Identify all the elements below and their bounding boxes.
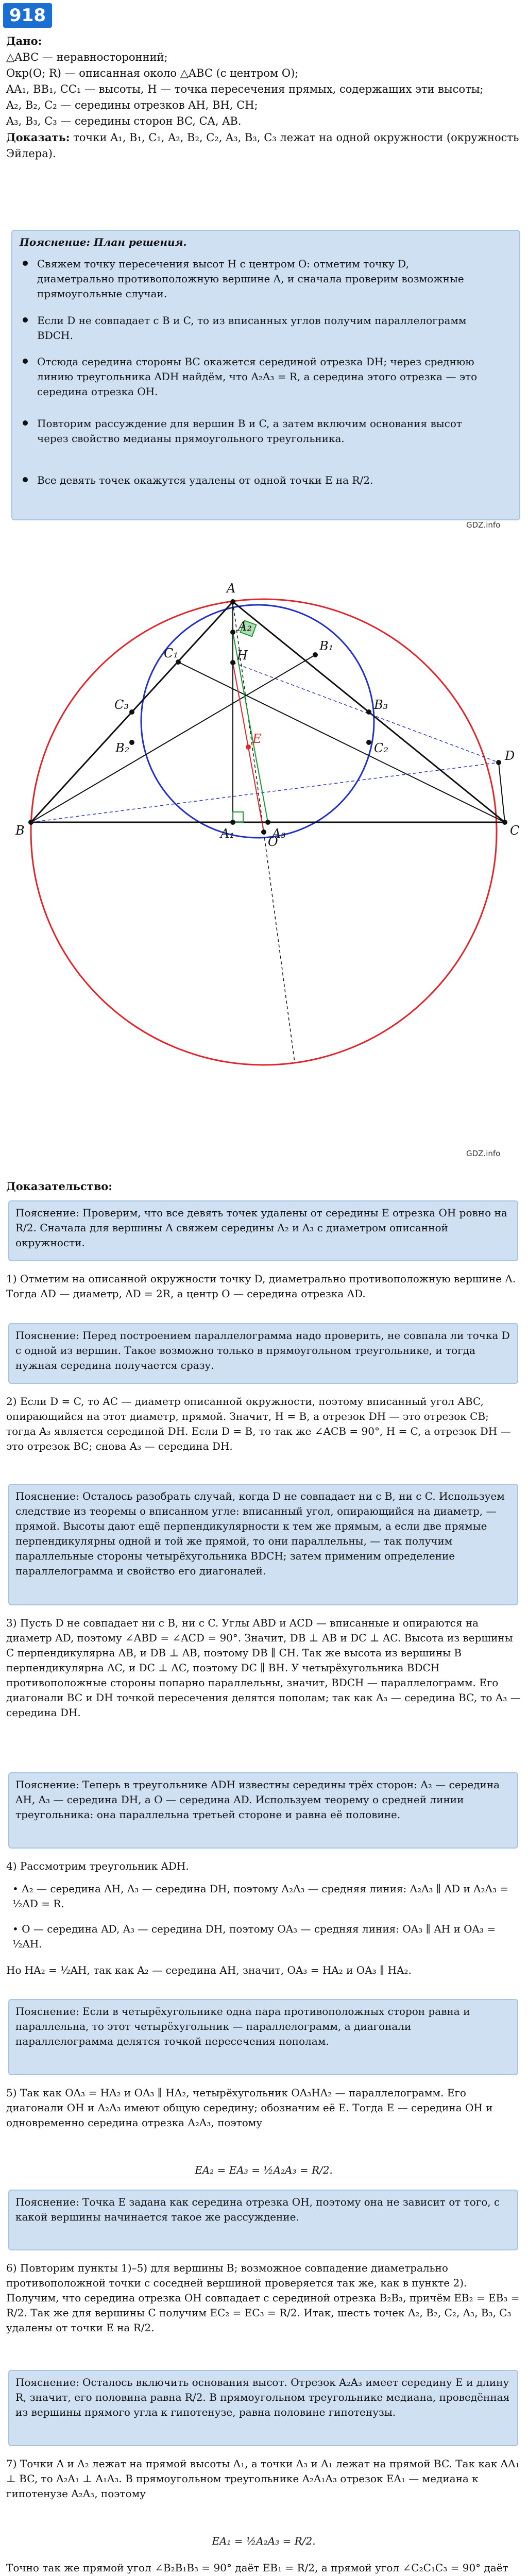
- label-c3: C₃: [114, 698, 129, 712]
- label-h: H: [237, 648, 248, 663]
- point-o: [261, 829, 266, 835]
- point-a: [230, 599, 235, 604]
- prove-text: точки A₁, B₁, C₁, A₂, B₂, C₂, A₃, B₃, C₃ лежат на одной окружности (окружность Эйлера).: [6, 131, 519, 160]
- explanation-box: Пояснение: Осталось включить основания высот. Отрезок A₂A₃ имеет середину E и длину R, значит, его половина равна R/2. В прямоугольном треугольнике медиана, проведённая из вершины прямого угла к гипотенузе, равна половине гипотенузы.: [8, 2370, 518, 2446]
- problem-number: 918: [3, 3, 52, 28]
- label-a2: A₂: [238, 619, 252, 634]
- explanation-box: Пояснение: Перед построением параллелограмма надо проверить, не совпала ли точка D с одной из вершин. Такое возможно только в прямоугольном треугольнике, и тогда нужная середина получается сразу.: [8, 1323, 518, 1384]
- segment-cd: [499, 762, 505, 822]
- formula: EA₂ = EA₃ = ½A₂A₃ = R/2.: [195, 2164, 333, 2176]
- label-c2: C₂: [374, 741, 388, 755]
- label-a3: A₃: [272, 826, 286, 841]
- label-b: B: [15, 823, 25, 838]
- point-b3: [366, 709, 371, 715]
- proof-step: 2) Если D = C, то AC — диаметр описанной окружности, поэтому вписанный угол ABC, опирающийся на этот диаметр, прямой. Значит, H = B, а отрезок DH — это отрезок CB; тогда A₃ является серединой DH. Если D = B, то так же ∠ACB = 90°, H = C, а отрезок DH — это отрезок BC; снова A₃ — середина DH.: [6, 1395, 511, 1452]
- plan-box: [11, 230, 520, 520]
- label-o: O: [268, 835, 278, 849]
- proof-step: 3) Пусть D не совпадает ни с B, ни с C. Углы ABD и ACD — вписанные и опираются на диаметр AD, поэтому ∠ABD = ∠ACD = 90°. Значит, DB ⊥ AB и DC ⊥ AC. Высота из вершины C перпендикулярна AB, и DB ⊥ AB, поэтому DB ∥ CH. Так же высота из вершины B перпендикулярна AC, и DC ⊥ AC, поэтому DC ∥ BH. У четырёхугольника BDCH противоположные стороны попарно параллельны, значит, BDCH — параллелограмм. Его диагонали BC и DH точкой пересечения делятся пополам; так как A₃ — середина BC, то A₃ — середина DH.: [6, 1617, 521, 1719]
- explanation-box: Пояснение: Точка E задана как середина отрезка OH, поэтому она не зависит от того, с какой вершины начинается такое же рассуждение.: [8, 2190, 518, 2250]
- point-d: [496, 760, 501, 765]
- credit-label: GDZ.info: [466, 1149, 501, 1158]
- proof-step: 4) Рассмотрим треугольник ADH.: [6, 1860, 189, 1872]
- proof-step: • A₂ — середина AH, A₃ — середина DH, поэтому A₂A₃ — средняя линия: A₂A₃ ∥ AD и A₂A₃ = ½AD = R.: [12, 1883, 509, 1910]
- altitude-b: [31, 655, 315, 822]
- nine-point-circle: [141, 605, 374, 838]
- label-a: A: [227, 581, 236, 596]
- point-a3: [265, 820, 270, 825]
- altitude-c: [178, 662, 505, 822]
- label-c: C: [510, 823, 520, 838]
- proof-heading: Доказательство:: [6, 1180, 113, 1193]
- point-c2: [366, 740, 371, 745]
- figure: [0, 531, 528, 1144]
- label-b1: B₁: [319, 639, 334, 653]
- proof-step: 6) Повторим пункты 1)–5) для вершины B; возможное совпадение диаметрально противоположной точки с соседней вершиной проверяется так же, как в пункте 2). Получим, что середина отрезка OH совпадает с серединой отрезка B₂B₃, причём EB₂ = EB₃ = R/2. Так же для вершины C получим EC₂ = EC₃ = R/2. Итак, шесть точек A₂, B₂, C₂, A₃, B₃, C₃ удалены от точки E на R/2.: [6, 2262, 520, 2334]
- label-d: D: [505, 749, 515, 763]
- given-line: Окр(O; R) — описанная около △ABC (с центром O);: [6, 67, 299, 79]
- label-b2: B₂: [115, 741, 130, 755]
- point-h: [230, 660, 235, 665]
- given-line: AA₁, BB₁, CC₁ — высоты, H — точка пересечения прямых, содержащих эти высоты;: [6, 83, 484, 95]
- point-b: [28, 820, 33, 825]
- plan-heading: Пояснение: План решения.: [20, 236, 187, 248]
- triangle-abc: [31, 602, 505, 822]
- label-c1: C₁: [164, 646, 178, 660]
- label-b3: B₃: [374, 698, 388, 712]
- segment-bd: [31, 762, 499, 822]
- proof-step: • O — середина AD, A₃ — середина DH, поэтому OA₃ — средняя линия: OA₃ ∥ AH и OA₃ = ½AH.: [12, 1923, 496, 1950]
- point-b1: [313, 652, 318, 657]
- plan-item: Свяжем точку пересечения высот H с центром O: отметим точку D, диаметрально противоположную вершине A, и сначала проверим возможные прямоугольные случаи.: [24, 257, 487, 301]
- explanation-box: Пояснение: Если в четырёхугольнике одна пара противоположных сторон равна и параллельна, то этот четырёхугольник — параллелограмм, а диагонали параллелограмма делятся точкой пересечения пополам.: [8, 1999, 518, 2075]
- proof-step: 5) Так как OA₃ = HA₂ и OA₃ ∥ HA₂, четырёхугольник OA₃HA₂ — параллелограмм. Его диагонали OH и A₂A₃ имеют общую середину; обозначим её E. Тогда E — середина OH и одновременно середина отрезка A₂A₃, поэтому: [6, 2087, 493, 2129]
- label-a1: A₁: [220, 826, 234, 841]
- point-a2: [230, 630, 235, 635]
- given-line: △ABC — неравносторонний;: [6, 51, 168, 63]
- explanation-box: Пояснение: Теперь в треугольнике ADH известны середины трёх сторон: A₂ — середина AH, A₃ — середина DH, а O — середина AD. Используем теорему о средней линии треугольника: она параллельна третьей стороне и равна её половине.: [8, 1772, 518, 1849]
- formula: EA₁ = ½A₂A₃ = R/2.: [212, 2535, 316, 2547]
- plan-item: Отсюда середина стороны BC окажется серединой отрезка DH; через среднюю линию треугольника ADH найдём, что A₂A₃ = R, а середина этого отрезка — это середина отрезка OH.: [24, 354, 487, 399]
- plan-item: Повторим рассуждение для вершин B и C, а затем включим основания высот через свойство медианы прямоугольного треугольника.: [24, 416, 487, 446]
- point-c3: [129, 709, 134, 715]
- explanation-box: Пояснение: Проверим, что все девять точек удалены от середины E отрезка OH ровно на R/2. Сначала для вершины A свяжем середины A₂ и A₃ с диаметром описанной окружности.: [8, 1200, 518, 1261]
- proof-step: Но HA₂ = ½AH, так как A₂ — середина AH, значит, OA₃ = HA₂ и OA₃ ∥ HA₂.: [6, 1964, 412, 1976]
- proof-step: 7) Точки A и A₂ лежат на прямой высоты A₁, а точки A₃ и A₁ лежат на прямой BC. Так как AA₁ ⊥ BC, то A₂A₁ ⊥ A₁A₃. В прямоугольном треугольнике A₂A₁A₃ отрезок EA₁ — медиана к гипотенузе A₂A₃, поэтому: [6, 2458, 520, 2500]
- proof-step: Точно так же прямой угол ∠B₂B₁B₃ = 90° даёт EB₁ = R/2, а прямой угол ∠C₂C₁C₃ = 90° даёт: [6, 2562, 508, 2574]
- given-line: A₃, B₃, C₃ — середины сторон BC, CA, AB.: [6, 115, 242, 127]
- given-label: Дано:: [6, 35, 42, 47]
- point-c: [502, 820, 507, 825]
- point-a1: [230, 820, 235, 825]
- given-line: A₂, B₂, C₂ — середины отрезков AH, BH, CH;: [6, 99, 258, 111]
- explanation-box: Пояснение: Осталось разобрать случай, когда D не совпадает ни с B, ни с C. Используем следствие из теоремы о вписанном угле: вписанный угол, опирающийся на диаметр, — прямой. Высоты дают ещё перпендикулярности к тем же прямым, а если две прямые перпендикулярны одной и той же прямой, то они параллельны, — так получим параллельные стороны четырёхугольника BDCH; затем применим определение параллелограмма и свойство его диагоналей.: [8, 1484, 518, 1605]
- proof-step: 1) Отметим на описанной окружности точку D, диаметрально противоположную вершине A. Тогда AD — диаметр, AD = 2R, а центр O — середина отрезка AD.: [6, 1273, 516, 1300]
- plan-item: Все девять точек окажутся удалены от одной точки E на R/2.: [24, 473, 487, 488]
- point-b2: [129, 740, 134, 745]
- label-e: E: [252, 732, 262, 746]
- plan-item: Если D не совпадает с B и C, то из вписанных углов получим параллелограмм BDCH.: [24, 313, 487, 343]
- point-e: [246, 744, 251, 750]
- given-section: [6, 33, 521, 162]
- credit-label: GDZ.info: [466, 520, 501, 530]
- prove-label: Доказать:: [6, 131, 70, 144]
